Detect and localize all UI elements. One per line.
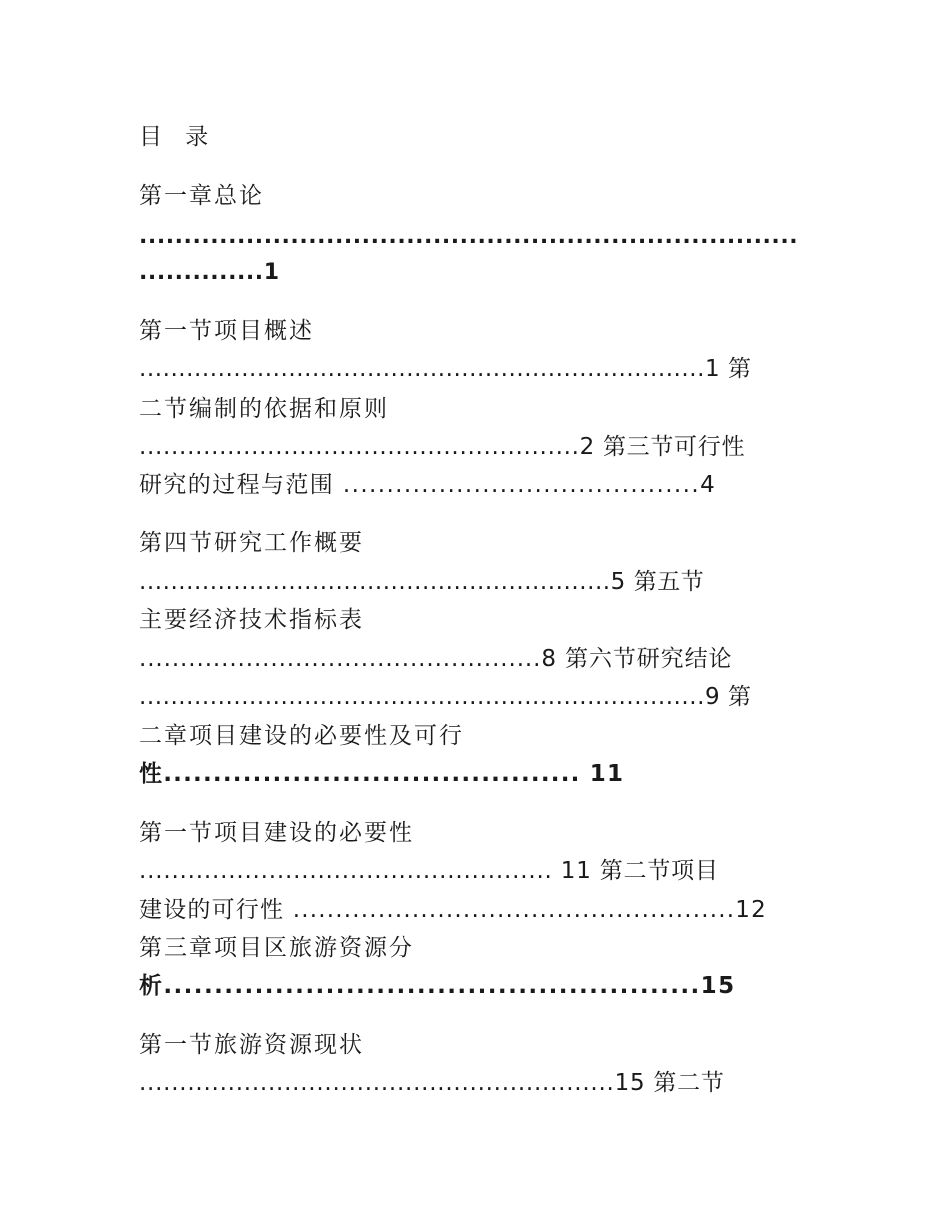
toc-line: 第一节旅游资源现状 <box>139 1032 364 1058</box>
toc-line: 建设的可行性 ....................................................12 <box>139 897 767 923</box>
toc-line: ...........................................................15 第二节 <box>139 1070 725 1096</box>
toc-line: 性.......................................... 11 <box>139 761 625 787</box>
toc-line: ............................................................5 第五节 <box>139 569 705 595</box>
toc-title: 目 录 <box>139 124 217 150</box>
toc-line: 第一节项目概述 <box>139 318 314 344</box>
toc-line: 第一章总论 <box>139 183 264 209</box>
toc-line: 第三章项目区旅游资源分 <box>139 935 414 961</box>
toc-line: ................................................... 11 第二节项目 <box>139 858 719 884</box>
toc-line: 析.....................................................15 <box>139 973 736 999</box>
toc-line: 研究的过程与范围 .........................................4 <box>139 472 717 498</box>
toc-line: 二节编制的依据和原则 <box>139 396 389 422</box>
toc-line: ........................................................................1 第 <box>139 356 752 382</box>
toc-line: .................................................8 第六节研究结论 <box>139 646 733 672</box>
toc-line: 二章项目建设的必要性及可行 <box>139 723 464 749</box>
toc-line: 第四节研究工作概要 <box>139 530 364 556</box>
toc-line: .......................................................................... <box>139 224 799 249</box>
toc-line: 第一节项目建设的必要性 <box>139 820 414 846</box>
toc-line: ..............1 <box>139 260 280 285</box>
toc-line: ........................................................................9 第 <box>139 684 752 710</box>
toc-line: 主要经济技术指标表 <box>139 607 364 633</box>
toc-line: .......................................................2 第三节可行性 <box>139 434 746 460</box>
